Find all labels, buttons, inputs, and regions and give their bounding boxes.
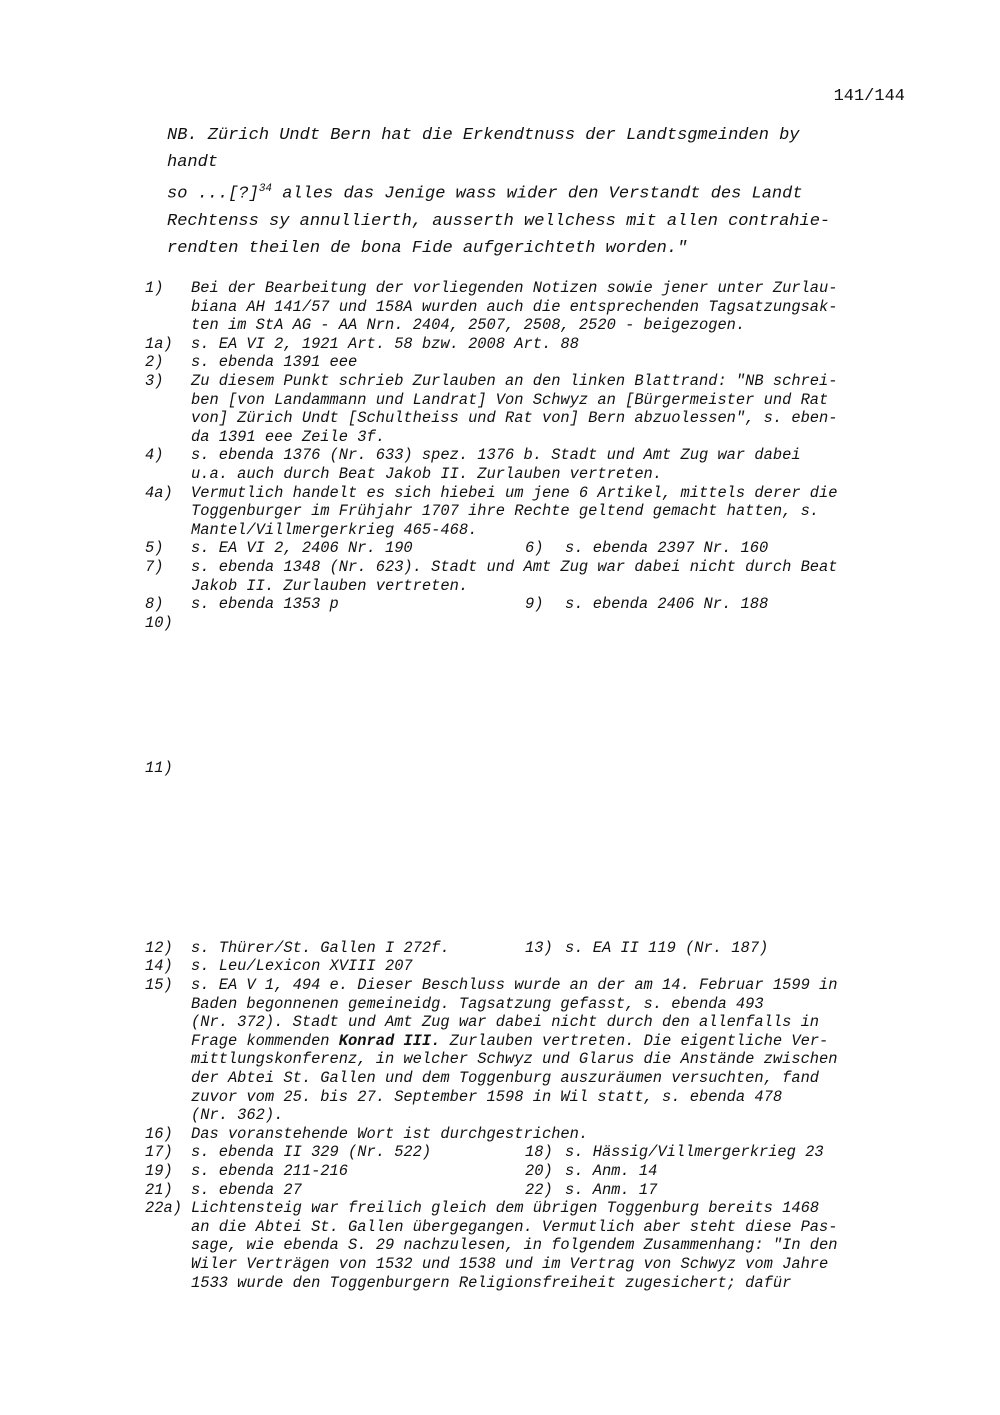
footnote-line: Zu diesem Punkt schrieb Zurlauben an den linken Blattrand: "NB schrei- bbox=[191, 371, 838, 390]
footnote-text: s. ebenda 211-216 bbox=[191, 1162, 349, 1180]
footnote-14 bbox=[145, 957, 905, 976]
blank-space bbox=[145, 632, 905, 759]
footnote-number: 5) bbox=[145, 539, 164, 558]
footnote-line: zuvor vom 25. bis 27. September 1598 in Wil statt, s. ebenda 478 bbox=[191, 1087, 783, 1106]
footnote-text bbox=[191, 279, 905, 335]
footnote-line: biana AH 141/57 und 158A wurden auch die entsprechenden Tagsatzungsak- bbox=[191, 297, 838, 316]
footnote-text: s. ebenda II 329 (Nr. 522) bbox=[191, 1143, 432, 1162]
footnote-1a bbox=[145, 335, 905, 354]
footnote-text: Das voranstehende Wort ist durchgestrichen. bbox=[191, 1124, 589, 1143]
footnote-3 bbox=[145, 372, 905, 446]
footnote-13 bbox=[525, 939, 905, 958]
footnote-text bbox=[191, 484, 905, 540]
footnote-row bbox=[145, 595, 905, 614]
footnote-17 bbox=[145, 1143, 525, 1162]
footnote-text: s. ebenda 27 bbox=[191, 1180, 302, 1199]
footnote-row bbox=[145, 539, 905, 558]
footnote-1 bbox=[145, 279, 905, 335]
quotation-block bbox=[167, 122, 907, 262]
footnote-9 bbox=[525, 595, 905, 614]
quote-line bbox=[167, 176, 907, 208]
footnote-number: 18) bbox=[525, 1143, 553, 1162]
footnote-number: 10) bbox=[145, 613, 173, 632]
footnote-text: s. EA VI 2, 1921 Art. 58 bzw. 2008 Art. 88 bbox=[191, 334, 579, 353]
footnote-4 bbox=[145, 446, 905, 483]
footnote-text: s. Anm. 14 bbox=[565, 1162, 658, 1180]
footnote-number: 1) bbox=[145, 279, 164, 297]
footnote-10 bbox=[145, 614, 905, 633]
footnote-number: 22a) bbox=[145, 1199, 182, 1218]
blank-space bbox=[145, 778, 905, 939]
footnote-line: Vermutlich handelt es sich hiebei um jene 6 Artikel, mittels derer die bbox=[191, 483, 838, 502]
footnote-16 bbox=[145, 1125, 905, 1144]
footnote-5 bbox=[145, 539, 525, 558]
footnote-number: 7) bbox=[145, 557, 164, 576]
footnote-text: s. ebenda 2406 Nr. 188 bbox=[565, 595, 769, 614]
footnote-number: 19) bbox=[145, 1162, 173, 1180]
footnote-number: 16) bbox=[145, 1124, 173, 1143]
quote-text: alles das Jenige wass wider den Verstandt des Landt bbox=[272, 184, 803, 204]
footnote-text bbox=[191, 372, 905, 446]
footnote-row bbox=[145, 1143, 905, 1162]
footnote-number: 13) bbox=[525, 938, 553, 957]
bold-name: Konrad III. bbox=[338, 1031, 441, 1050]
footnote-line: Lichtensteig war freilich gleich dem übrigen Toggenburg bereits 1468 bbox=[191, 1199, 820, 1218]
footnote-line: s. ebenda 1376 (Nr. 633) spez. 1376 b. Stadt und Amt Zug war dabei bbox=[191, 446, 801, 465]
footnote-line: ben [von Landammann und Landrat] Von Schwyz an [Bürgermeister und Rat bbox=[191, 390, 829, 409]
footnote-number: 8) bbox=[145, 595, 164, 614]
footnote-row bbox=[145, 1162, 905, 1181]
footnote-reference: 34 bbox=[258, 183, 273, 195]
footnote-text-span: Zurlauben vertreten. Die eigentliche Ver- bbox=[440, 1031, 829, 1050]
footnote-21 bbox=[145, 1181, 525, 1200]
footnote-6 bbox=[525, 539, 905, 558]
footnote-line: Baden begonnenen gemeineidg. Tagsatzung gefasst, s. ebenda 493 bbox=[191, 994, 764, 1013]
footnote-line: Mantel/Villmergerkrieg 465-468. bbox=[191, 520, 478, 539]
footnote-line bbox=[191, 1032, 905, 1051]
quote-line: handt bbox=[167, 153, 219, 172]
footnote-line: (Nr. 362). bbox=[191, 1106, 284, 1125]
footnote-15 bbox=[145, 976, 905, 1125]
footnote-text: s. Thürer/St. Gallen I 272f. bbox=[191, 938, 450, 957]
footnote-line: u.a. auch durch Beat Jakob II. Zurlauben vertreten. bbox=[191, 464, 663, 483]
footnote-text-span: Frage kommenden bbox=[191, 1031, 339, 1050]
footnote-8 bbox=[145, 595, 525, 614]
footnotes bbox=[145, 279, 905, 1292]
footnote-19 bbox=[145, 1162, 525, 1181]
footnote-line: an die Abtei St. Gallen übergegangen. Vermutlich aber steht diese Pas- bbox=[191, 1217, 838, 1236]
footnote-number: 12) bbox=[145, 938, 173, 957]
footnote-line: 1533 wurde den Toggenburgern Religionsfreiheit zugesichert; dafür bbox=[191, 1273, 792, 1292]
quote-line: rendten theilen de bona Fide aufgerichteth worden." bbox=[167, 238, 688, 258]
page-number: 141/144 bbox=[833, 87, 905, 106]
footnote-18 bbox=[525, 1143, 905, 1162]
footnote-text bbox=[191, 446, 905, 483]
footnote-4a bbox=[145, 484, 905, 540]
footnote-line: s. ebenda 1348 (Nr. 623). Stadt und Amt Zug war dabei nicht durch Beat bbox=[191, 557, 838, 576]
footnote-number: 17) bbox=[145, 1143, 173, 1162]
footnote-line: s. EA V 1, 494 e. Dieser Beschluss wurde an der am 14. Februar 1599 in bbox=[191, 976, 838, 995]
footnote-number: 1a) bbox=[145, 334, 173, 353]
footnote-20 bbox=[525, 1162, 905, 1181]
footnote-number: 20) bbox=[525, 1162, 553, 1180]
footnote-number: 2) bbox=[145, 353, 164, 372]
footnote-number: 22) bbox=[525, 1180, 553, 1199]
footnote-text bbox=[191, 1199, 905, 1292]
footnote-2 bbox=[145, 353, 905, 372]
footnote-line: Bei der Bearbeitung der vorliegenden Notizen sowie jener unter Zurlau- bbox=[191, 279, 838, 297]
footnote-text: s. ebenda 2397 Nr. 160 bbox=[565, 539, 769, 558]
footnote-7 bbox=[145, 558, 905, 595]
footnote-line: sage, wie ebenda S. 29 nachzulesen, in folgendem Zusammenhang: "In den bbox=[191, 1236, 838, 1255]
footnote-line: der Abtei St. Gallen und dem Toggenburg auszuräumen versuchten, fand bbox=[191, 1069, 820, 1088]
footnote-number: 15) bbox=[145, 976, 173, 995]
footnote-line: mittlungskonferenz, in welcher Schwyz und Glarus die Anstände zwischen bbox=[191, 1050, 838, 1069]
quote-text: so ...[?] bbox=[167, 184, 259, 204]
footnote-line: Toggenburger im Frühjahr 1707 ihre Rechte geltend gemacht hatten, s. bbox=[191, 502, 820, 521]
footnote-12 bbox=[145, 939, 525, 958]
footnote-line: da 1391 eee Zeile 3f. bbox=[191, 427, 385, 446]
footnote-line: (Nr. 372). Stadt und Amt Zug war dabei nicht durch den allenfalls in bbox=[191, 1013, 820, 1032]
footnote-number: 4a) bbox=[145, 483, 173, 502]
footnote-number: 6) bbox=[525, 539, 544, 558]
footnote-number: 3) bbox=[145, 371, 164, 390]
quote-line: NB. Zürich Undt Bern hat die Erkendtnuss der Landtsgmeinden by bbox=[167, 126, 800, 145]
footnote-number: 11) bbox=[145, 759, 173, 778]
footnote-row bbox=[145, 1181, 905, 1200]
footnote-22a bbox=[145, 1199, 905, 1292]
footnote-number: 4) bbox=[145, 446, 164, 465]
footnote-row bbox=[145, 939, 905, 958]
footnote-11 bbox=[145, 759, 905, 778]
footnote-text bbox=[191, 558, 905, 595]
footnote-text: s. Anm. 17 bbox=[565, 1180, 658, 1199]
footnote-text: s. EA VI 2, 2406 Nr. 190 bbox=[191, 539, 413, 558]
footnote-line: ten im StA AG - AA Nrn. 2404, 2507, 2508, 2520 - beigezogen. bbox=[191, 316, 746, 335]
footnote-22 bbox=[525, 1181, 905, 1200]
footnote-text: s. Hässig/Villmergerkrieg 23 bbox=[565, 1143, 824, 1162]
footnote-number: 9) bbox=[525, 595, 544, 614]
footnote-text: s. Leu/Lexicon XVIII 207 bbox=[191, 957, 413, 976]
footnote-text: s. ebenda 1353 p bbox=[191, 595, 339, 614]
footnote-text: s. ebenda 1391 eee bbox=[191, 353, 358, 372]
footnote-number: 14) bbox=[145, 957, 173, 976]
footnote-text bbox=[191, 976, 905, 1125]
footnote-number: 21) bbox=[145, 1180, 173, 1199]
footnote-text: s. EA II 119 (Nr. 187) bbox=[565, 938, 769, 957]
quote-line: Rechtenss sy annullierth, ausserth wellchess mit allen contrahie- bbox=[167, 211, 831, 231]
footnote-line: Wiler Verträgen von 1532 und 1538 und im Vertrag von Schwyz vom Jahre bbox=[191, 1254, 829, 1273]
footnote-line: Jakob II. Zurlauben vertreten. bbox=[191, 576, 469, 595]
footnote-line: von] Zürich Undt [Schultheiss und Rat von] Bern abzuolessen", s. eben- bbox=[191, 409, 838, 428]
